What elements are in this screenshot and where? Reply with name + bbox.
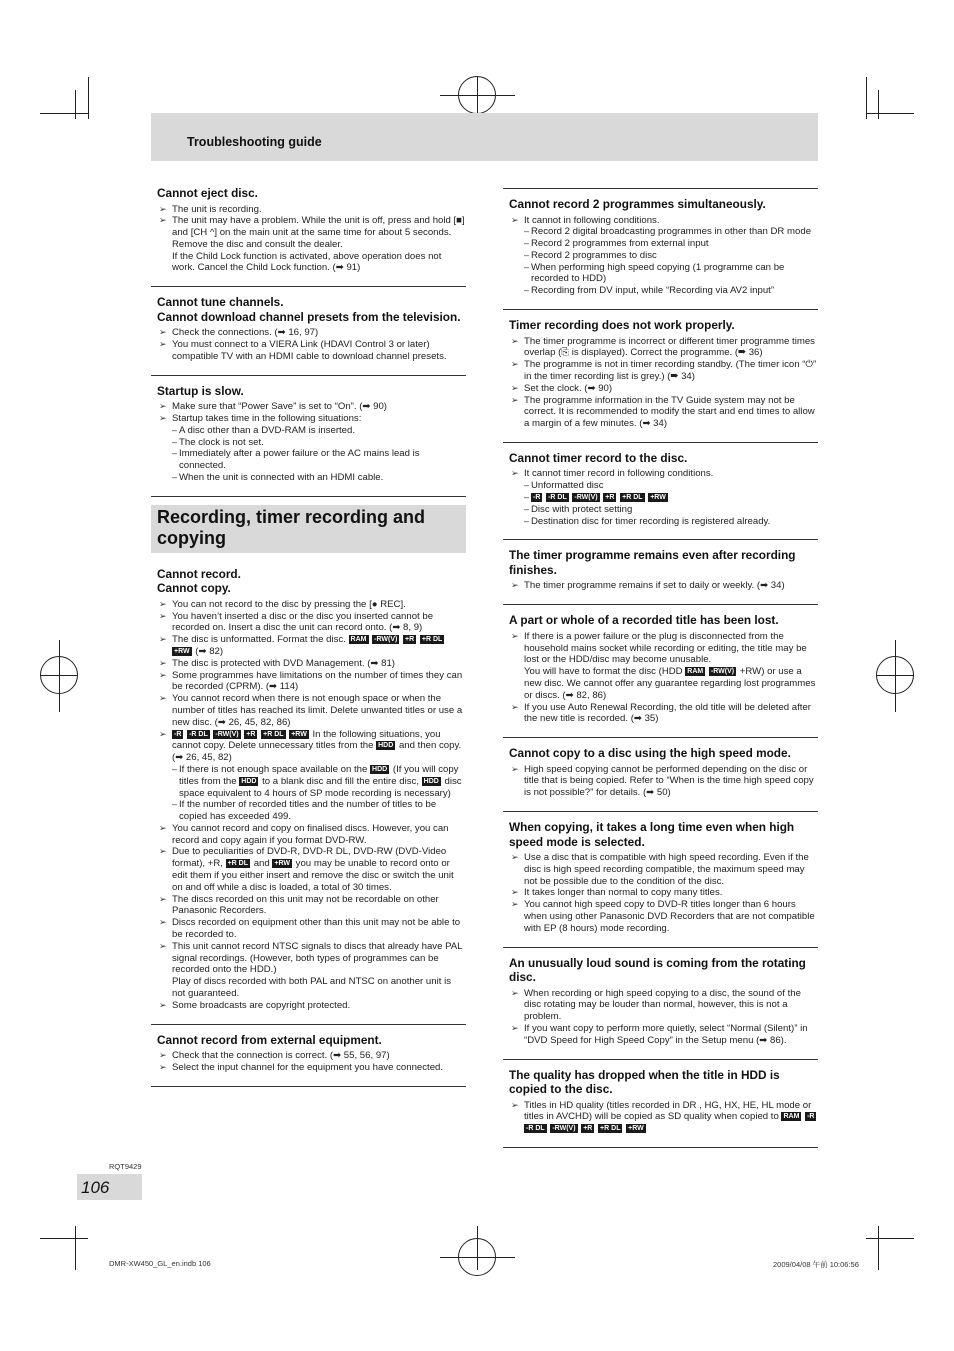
list-item [509,250,818,262]
list-item [509,988,818,1023]
disc-type-badge: -RW(V) [710,668,735,676]
disc-type-badge: +R DL [421,636,443,644]
registration-line [59,640,60,712]
arrow-bullet-icon: ➢ [159,412,167,423]
trouble-items [157,327,466,374]
trouble-title: Cannot record from external equipment. [157,1032,382,1047]
list-item [157,799,466,823]
list-item [157,327,466,339]
item-text: Select the input channel for the equipment you have connected. [172,1061,444,1073]
trouble-section [151,1025,466,1087]
item-text: You cannot high speed copy to DVD-R titles longer than 6 hours when using other Panasonic DVD Recorders that are not compatible with EP (8 hours) mode recording. [524,899,815,934]
arrow-bullet-icon: ➢ [159,401,167,412]
list-item [157,425,466,437]
arrow-bullet-icon: ➢ [511,630,519,641]
item-text: It cannot timer record in following conditions. [524,468,714,480]
list-item [509,764,818,799]
list-item [509,516,818,528]
item-text: Recording from DV input, while “Recording via AV2 input” [531,285,775,297]
trouble-section [503,540,818,605]
item-text: Immediately after a power failure or the AC mains lead is connected. [179,448,420,472]
arrow-bullet-icon: ➢ [159,203,167,214]
list-item [509,631,818,666]
item-text: You can not record to the disc by pressing the [● REC]. [172,598,406,610]
arrow-bullet-icon: ➢ [159,728,167,739]
item-text: You cannot record when there is not enough space or when the number of titles has reached its limit. Delete unwanted titles or use a new disc. (➡ 26, 45, 82, 86) [172,693,463,728]
item-text: The discs recorded on this unit may not be recordable on other Panasonic Recorders. [172,893,439,917]
arrow-bullet-icon: ➢ [159,822,167,833]
item-text: The programme is not in timer recording standby. (The timer icon “⏻” in the timer recording list is grey.) (➡ 34) [524,359,817,382]
item-text: If the Child Lock function is activated, above operation does not work. Cancel the Child Lock function. (➡ 91) [172,250,442,274]
trouble-section [151,178,466,287]
disc-type-badge: -R [807,1113,815,1121]
item-text: The timer programme is incorrect or different timer programme times overlap (⎘ is displayed). Correct the programme. (➡ 36) [524,335,815,359]
trouble-items [157,599,466,1024]
arrow-bullet-icon: ➢ [511,1099,519,1110]
disc-type-badge: HDD [423,777,439,785]
trouble-items [157,1050,466,1086]
trouble-section [151,287,466,375]
item-text: When performing high speed copying (1 programme can be recorded to HDD) [531,261,785,285]
trouble-title: An unusually loud sound is coming from the rotating disc. [509,955,806,985]
list-item [509,702,818,726]
item-text: The unit is recording. [172,203,262,215]
left-sections [151,178,466,497]
item-text: Disc with protect setting [531,503,633,515]
trouble-items [509,764,818,811]
trouble-section [503,948,818,1060]
disc-type-badge: -RW(V) [215,730,239,738]
disc-type-badge: +R DL [263,730,284,738]
list-item [157,413,466,425]
item-text: When the unit is connected with an HDMI cable. [179,471,384,483]
doc-code: RQT9429 [109,1162,142,1171]
arrow-bullet-icon: ➢ [511,852,519,862]
list-item [157,729,466,764]
arrow-bullet-icon: ➢ [159,339,167,350]
arrow-bullet-icon: ➢ [159,634,167,645]
list-item [157,215,466,250]
trouble-items [157,204,466,287]
trouble-items [509,215,818,310]
item-text: A disc other than a DVD-RAM is inserted. [179,424,356,436]
trouble-section [503,188,818,310]
arrow-bullet-icon: ➢ [511,468,519,479]
disc-type-badge: RAM [783,1113,800,1121]
dash-icon: – [524,480,530,491]
arrow-bullet-icon: ➢ [511,763,519,774]
arrow-bullet-icon: ➢ [159,999,167,1010]
trouble-items [509,336,818,442]
trouble-section [503,310,818,443]
disc-type-badge: +R [583,1125,593,1133]
list-item [157,941,466,976]
trouble-section [503,738,818,812]
crop-mark [878,90,879,119]
list-item [509,1023,818,1047]
list-item [157,437,466,449]
trouble-section [503,443,818,540]
footer-file: DMR-XW450_GL_en.indb 106 [109,1259,211,1268]
item-text: The disc is unformatted. Format the disc. RAM -RW(V) +R +R DL +RW (➡ 82) [172,634,443,657]
list-item [509,852,818,887]
list-item [509,666,818,701]
right-column [503,188,818,1148]
disc-type-badge: +RW [291,730,307,738]
disc-type-badge: -R [533,494,541,502]
list-item [157,472,466,484]
disc-type-badge: -R DL [189,730,208,738]
arrow-bullet-icon: ➢ [159,693,167,704]
section-heading: Recording, timer recording and copying [151,505,466,553]
item-text: It takes longer than normal to copy many titles. [524,887,723,899]
list-item [509,238,818,250]
item-text: You haven’t inserted a disc or the disc you inserted cannot be recorded on. Insert a disc the unit can record onto. (➡ 8, 9) [172,610,434,634]
disc-type-badge: +RW [650,494,666,502]
item-text: The disc is protected with DVD Management. (➡ 81) [172,657,395,669]
dash-icon: – [172,799,178,810]
arrow-bullet-icon: ➢ [511,1022,519,1033]
list-item [157,764,466,799]
item-text: If there is a power failure or the plug is disconnected from the household mains socket while recording or editing, the title may be lost or the HDD/disc may become unusable. [524,630,807,666]
trouble-items [509,1100,818,1147]
list-item [509,215,818,227]
item-text: The timer programme remains if set to daily or weekly. (➡ 34) [524,580,785,592]
dash-icon: – [524,249,530,260]
trouble-section [503,812,818,948]
page-title: Troubleshooting guide [187,135,322,149]
arrow-bullet-icon: ➢ [511,214,519,225]
list-item [509,492,818,504]
item-text: The programme information in the TV Guide system may not be correct. It is recommended to modify the start and end times to allow a margin of a few minutes. (➡ 34) [524,394,815,430]
disc-type-badge: +R [405,636,415,644]
registration-line [477,1226,478,1270]
list-item [509,383,818,395]
list-item [157,1062,466,1074]
arrow-bullet-icon: ➢ [159,327,167,338]
list-item [157,339,466,363]
disc-type-badge: +R [246,730,256,738]
left-sections-2 [151,559,466,1087]
list-item [509,580,818,592]
item-text: If you use Auto Renewal Recording, the old title will be deleted after the new title is recorded. (➡ 35) [524,701,811,725]
arrow-bullet-icon: ➢ [159,1061,167,1072]
item-text: Check the connections. (➡ 16, 97) [172,327,319,339]
crop-mark [75,1226,76,1270]
item-text: Make sure that “Power Save” is set to “On”. (➡ 90) [172,401,387,413]
dash-icon: – [172,471,178,482]
disc-type-badge: +RW [174,647,190,655]
dash-icon: – [172,436,178,447]
trouble-items [509,852,818,947]
list-item [157,670,466,694]
registration-line [895,640,896,712]
disc-type-badge: HDD [378,742,394,750]
disc-type-badge: RAM [687,668,704,676]
arrow-bullet-icon: ➢ [159,657,167,668]
arrow-bullet-icon: ➢ [511,335,519,346]
item-text: Record 2 programmes to disc [531,249,657,261]
list-item [509,359,818,383]
item-text: Startup takes time in the following situations: [172,412,362,424]
crop-mark [88,77,89,119]
trouble-title: Cannot tune channels. Cannot download channel presets from the television. [157,295,461,324]
list-item [157,634,466,658]
crop-mark [866,1238,914,1239]
disc-type-badge: -R [174,730,182,738]
right-sections [503,188,818,1148]
list-item [509,1100,818,1135]
dash-icon: – [524,226,530,237]
dash-icon: – [524,515,530,526]
item-text: Some broadcasts are copyright protected. [172,999,351,1011]
item-text: It cannot in following conditions. [524,214,660,226]
crop-mark [866,113,914,114]
list-item [157,599,466,611]
list-item [509,336,818,360]
disc-type-badge: +R [605,494,615,502]
item-text: Record 2 programmes from external input [531,238,709,250]
trouble-title: The quality has dropped when the title in HDD is copied to the disc. [509,1067,780,1097]
crop-mark [40,113,88,114]
item-text: Some programmes have limitations on the number of times they can be recorded (CPRM). (➡ 114) [172,669,463,693]
disc-type-badge: HDD [241,777,257,785]
trouble-title: Cannot record 2 programmes simultaneously. [509,197,766,211]
disc-type-badge: +R DL [622,494,643,502]
arrow-bullet-icon: ➢ [511,394,519,405]
arrow-bullet-icon: ➢ [511,359,519,370]
dash-icon: – [524,492,530,503]
left-column [151,178,466,1087]
list-item [509,480,818,492]
item-text: The clock is not set. [179,436,264,448]
item-text: Set the clock. (➡ 90) [524,382,613,394]
item-text: The unit may have a problem. While the unit is off, press and hold [■] and [CH ^] on the main unit at the same time for about 5 seconds. Remove the disc and consult the dealer. [172,215,465,250]
trouble-title: Cannot timer record to the disc. [509,450,688,465]
trouble-title: Timer recording does not work properly. [509,318,735,333]
arrow-bullet-icon: ➢ [159,610,167,621]
dash-icon: – [524,503,530,514]
page-number: 106 [81,1178,110,1197]
trouble-title: Cannot record. Cannot copy. [157,566,241,596]
trouble-items [509,580,818,604]
arrow-bullet-icon: ➢ [159,1050,167,1061]
list-item [157,251,466,275]
dash-icon: – [524,261,530,272]
list-item [509,226,818,238]
item-text: Check that the connection is correct. (➡ 55, 56, 97) [172,1050,390,1062]
disc-type-badge: -R DL [526,1125,545,1133]
item-text: If you want copy to perform more quietly, select “Normal (Silent)” in “DVD Speed for High Speed Copy” in the Setup menu (➡ 86). [524,1022,808,1046]
arrow-bullet-icon: ➢ [159,846,167,857]
arrow-bullet-icon: ➢ [511,701,519,712]
list-item [157,658,466,670]
dash-icon: – [524,285,530,296]
arrow-bullet-icon: ➢ [511,987,519,998]
arrow-bullet-icon: ➢ [511,899,519,910]
item-text: When recording or high speed copying to a disc, the sound of the disc rotating may be louder than normal, however, this is not a problem. [524,987,801,1023]
trouble-title: Startup is slow. [157,383,244,398]
arrow-bullet-icon: ➢ [159,215,167,226]
disc-type-badge: +R DL [600,1125,621,1133]
item-text: Discs recorded on equipment other than this unit may not be able to be recorded to. [172,917,461,941]
list-item [157,823,466,847]
list-item [157,401,466,413]
disc-type-badge: -RW(V) [552,1125,576,1133]
list-item [157,846,466,893]
arrow-bullet-icon: ➢ [159,940,167,951]
disc-type-badge: +RW [628,1125,644,1133]
arrow-bullet-icon: ➢ [159,917,167,928]
list-item [509,468,818,480]
page-number-box [77,1174,142,1200]
dash-icon: – [172,424,178,435]
item-text: If there is not enough space available on the HDD (If you will copy titles from the HDD to a blank disc and fill the entire disc, HDD disc space equivalent to 4 hours of SP mode recording is necessary) [179,763,462,799]
item-text: You will have to format the disc (HDD RAM -RW(V) +RW) or use a new disc. We cannot offer any guarantee regarding lost programmes or discs. (➡ 82, 86) [524,666,816,701]
trouble-items [509,468,818,539]
item-text [531,492,669,503]
item-text: -R -R DL -RW(V) +R +R DL +RW In the following situations, you cannot copy. Delete unnecessary titles from the HDD and then copy. (➡ 26, 45, 82) [172,728,462,764]
arrow-bullet-icon: ➢ [511,580,519,591]
list-item [157,204,466,216]
disc-type-badge: +RW [274,860,290,868]
footer-date: 2009/04/08 午前 10:06:56 [773,1260,859,1269]
trouble-items [509,631,818,737]
dash-icon: – [172,448,178,459]
arrow-bullet-icon: ➢ [159,893,167,904]
list-item [157,1000,466,1012]
dash-icon: – [172,763,178,774]
trouble-items [157,401,466,496]
trouble-title: The timer programme remains even after recording finishes. [509,548,796,577]
list-item [157,894,466,918]
disc-type-badge: -RW(V) [374,636,398,644]
item-text: This unit cannot record NTSC signals to discs that already have PAL signal recordings. (However, both types of programmes can be recorded onto the HDD.) [172,940,463,976]
list-item [157,448,466,472]
trouble-items [509,988,818,1059]
trouble-section [151,559,466,1025]
list-item [509,504,818,516]
disc-type-badge: -RW(V) [574,494,598,502]
list-item [509,262,818,286]
list-item [509,285,818,297]
item-text: Play of discs recorded with both PAL and NTSC on another unit is not guaranteed. [172,976,451,1000]
registration-line [477,77,478,117]
list-item [509,395,818,430]
list-item [509,899,818,934]
trouble-title: When copying, it takes a long time even when high speed mode is selected. [509,820,795,849]
dash-icon: – [524,238,530,249]
trouble-title: Cannot eject disc. [157,186,258,200]
disc-type-badge: +R DL [227,860,249,868]
list-item [509,887,818,899]
crop-mark [40,1238,88,1239]
crop-mark [75,90,76,119]
list-item [157,693,466,728]
trouble-section [503,1060,818,1148]
arrow-bullet-icon: ➢ [159,598,167,609]
disc-type-badge: HDD [372,765,388,773]
item-text: You must connect to a VIERA Link (HDAVI Control 3 or later) compatible TV with an HDMI cable to download channel presets. [172,339,447,362]
item-text: Use a disc that is compatible with high speed recording. Even if the disc is high speed recording compatible, the maximum speed may not be possible due to the condition of the disc. [524,852,809,887]
header-band [151,113,818,161]
list-item [157,1050,466,1062]
arrow-bullet-icon: ➢ [511,382,519,393]
item-text: If the number of recorded titles and the number of titles to be copied has exceeded 499. [179,799,437,823]
trouble-title: Cannot copy to a disc using the high speed mode. [509,746,791,761]
item-text: Titles in HD quality (titles recorded in DR , HG, HX, HE, HL mode or titles in AVCHD) will be copied as SD quality when copied to RAM -R -R DL -RW(V) +R +R DL +RW [524,1099,815,1133]
item-text: Due to peculiarities of DVD-R, DVD-R DL, DVD-RW (DVD-Video format), +R, +R DL and +RW you may be unable to record onto or edit them if you either insert and remove the disc or switch the unit on and off while a disc is loaded, a total of 30 times. [172,846,454,893]
item-text: High speed copying cannot be performed depending on the disc or title that is being copied. Refer to “When is the time high speed copy is not possible?” for details. (➡ 50) [524,763,814,799]
list-item [157,976,466,1000]
trouble-section [503,605,818,738]
crop-mark [878,1226,879,1270]
item-text: You cannot record and copy on finalised discs. However, you can record and copy again if you format DVD-RW. [172,822,449,846]
item-text: Destination disc for timer recording is registered already. [531,515,771,527]
trouble-title: A part or whole of a recorded title has been lost. [509,613,779,628]
item-text: Unformatted disc [531,480,604,492]
disc-type-badge: -R DL [548,494,567,502]
arrow-bullet-icon: ➢ [511,887,519,898]
arrow-bullet-icon: ➢ [159,669,167,680]
disc-type-badge: RAM [350,636,367,644]
trouble-section [151,376,466,497]
list-item [157,611,466,635]
item-text: Record 2 digital broadcasting programmes in other than DR mode [531,226,812,238]
list-item [157,917,466,941]
